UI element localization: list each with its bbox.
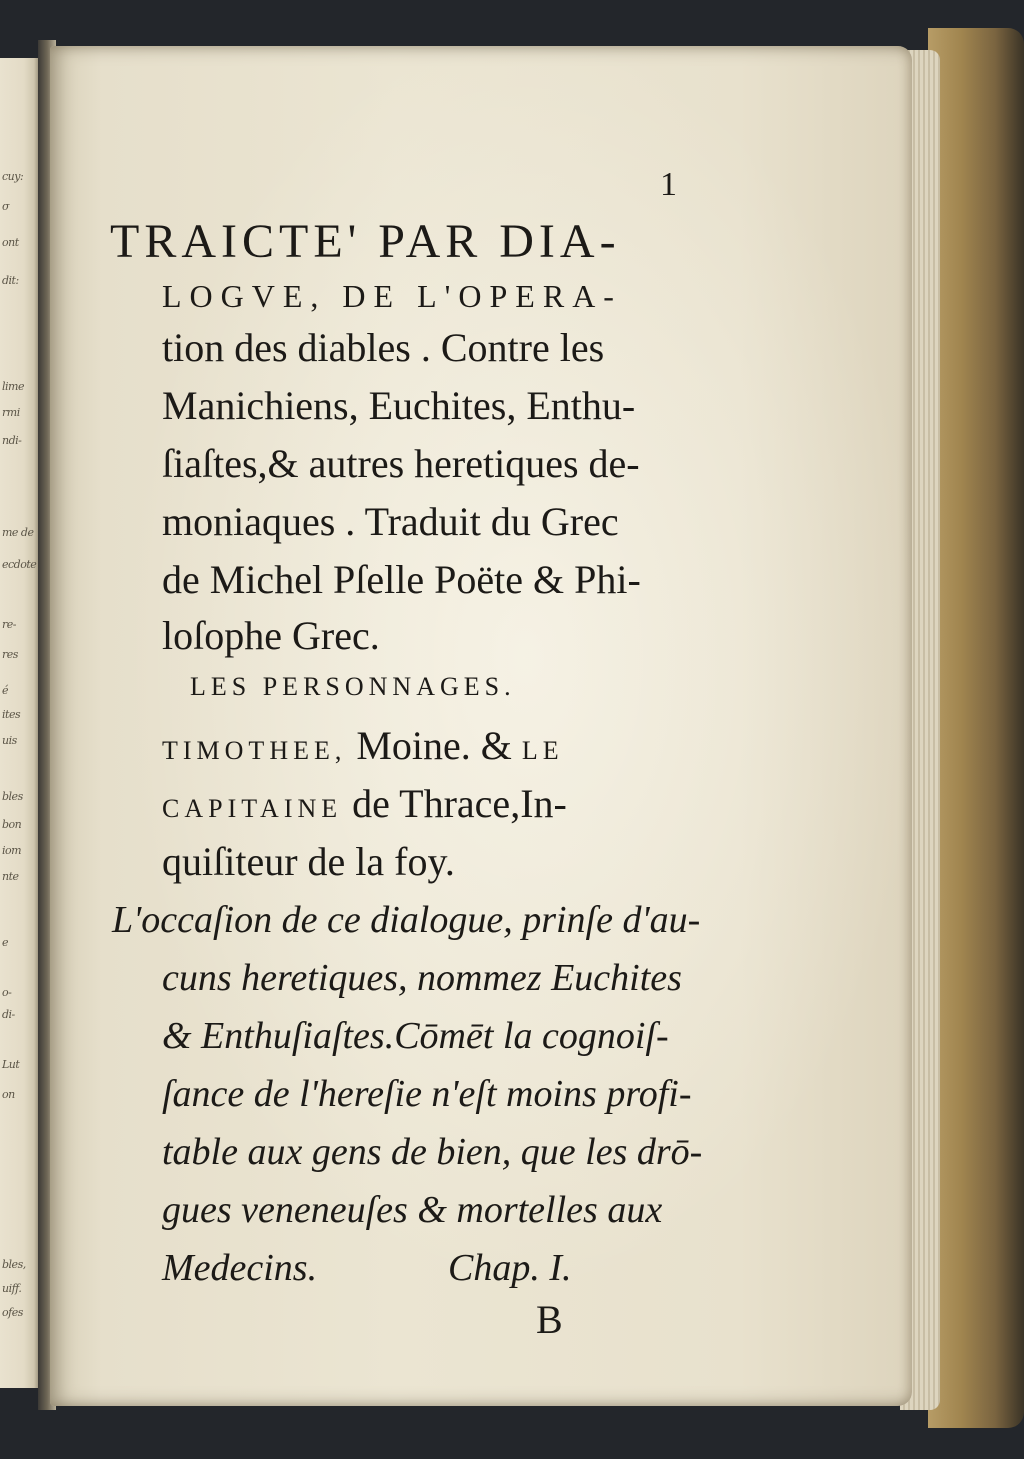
left-margin-note: Lut — [2, 1058, 20, 1071]
left-margin-note: dit: — [2, 274, 19, 287]
title-line-1: TRAICTE' PAR DIA- — [110, 215, 621, 268]
left-margin-note: é — [2, 684, 9, 697]
book-cover-edge — [928, 28, 1024, 1428]
folio-number: 1 — [660, 166, 677, 203]
argument-line: Medecins. — [162, 1247, 318, 1289]
left-margin-note: ndi- — [2, 434, 22, 447]
left-margin-note: o- — [2, 986, 12, 999]
cast-line — [162, 722, 564, 769]
left-margin-note: σ — [2, 200, 10, 213]
left-margin-note: uiff. — [2, 1282, 22, 1295]
left-margin-note: di- — [2, 1008, 15, 1021]
cast-line — [162, 780, 567, 827]
title-line-2: LOGVE, DE L'OPERA- — [162, 278, 622, 314]
left-margin-note: on — [2, 1088, 15, 1101]
argument-line: gues veneneuſes & mortelles aux — [162, 1189, 663, 1231]
left-margin-note: rmi — [2, 406, 20, 419]
left-margin-note: lime — [2, 380, 24, 393]
argument-line: cuns heretiques, nommez Euchites — [162, 957, 682, 999]
cast-name: TIMOTHEE, — [162, 736, 347, 765]
title-body-line: de Michel Pſelle Poëte & Phi- — [162, 557, 641, 602]
printed-page — [50, 46, 912, 1406]
cast-role: de Thrace,In- — [342, 781, 567, 826]
argument-line: L'occaſion de ce dialogue, prinſe d'au- — [112, 899, 701, 941]
left-margin-note: ont — [2, 236, 19, 249]
argument-line: ſance de l'hereſie n'eſt moins profi- — [162, 1073, 692, 1115]
cast-role: quiſiteur de la foy. — [162, 839, 455, 884]
title-body-line: moniaques . Traduit du Grec — [162, 499, 619, 544]
signature-mark: B — [536, 1297, 563, 1342]
title-body-line: tion des diables . Contre les — [162, 325, 605, 370]
left-margin-note: re- — [2, 618, 16, 631]
argument-line: table aux gens de bien, que les drō- — [162, 1131, 703, 1173]
cast-line — [162, 838, 455, 885]
chapter-label: Chap. I. — [448, 1247, 572, 1289]
cast-name: LE — [521, 736, 564, 765]
left-facing-page — [0, 58, 40, 1388]
left-margin-note: ofes — [2, 1306, 23, 1319]
personnages-heading: LES PERSONNAGES. — [190, 672, 516, 701]
left-margin-note: ecdote — [2, 558, 37, 571]
left-margin-note: res — [2, 648, 18, 661]
title-body-line: Manichiens, Euchites, Enthu- — [162, 383, 636, 428]
left-margin-note: e — [2, 936, 9, 949]
left-margin-note: bles — [2, 790, 23, 803]
left-margin-note: ites — [2, 708, 21, 721]
cast-role: Moine. & — [346, 723, 522, 768]
left-margin-note: iom — [2, 844, 22, 857]
left-margin-note: cuy: — [2, 170, 24, 183]
argument-line: & Enthuſiaſtes.Cōmēt la cognoiſ- — [162, 1015, 669, 1057]
left-margin-note: bles, — [2, 1258, 26, 1271]
left-margin-note: uis — [2, 734, 17, 747]
left-margin-note: bon — [2, 818, 22, 831]
cast-name: CAPITAINE — [162, 794, 343, 823]
left-margin-note: nte — [2, 870, 19, 883]
left-margin-note: me de — [2, 526, 34, 539]
title-body-line: loſophe Grec. — [162, 613, 380, 658]
title-body-line: ſiaſtes,& autres heretiques de- — [162, 441, 640, 486]
